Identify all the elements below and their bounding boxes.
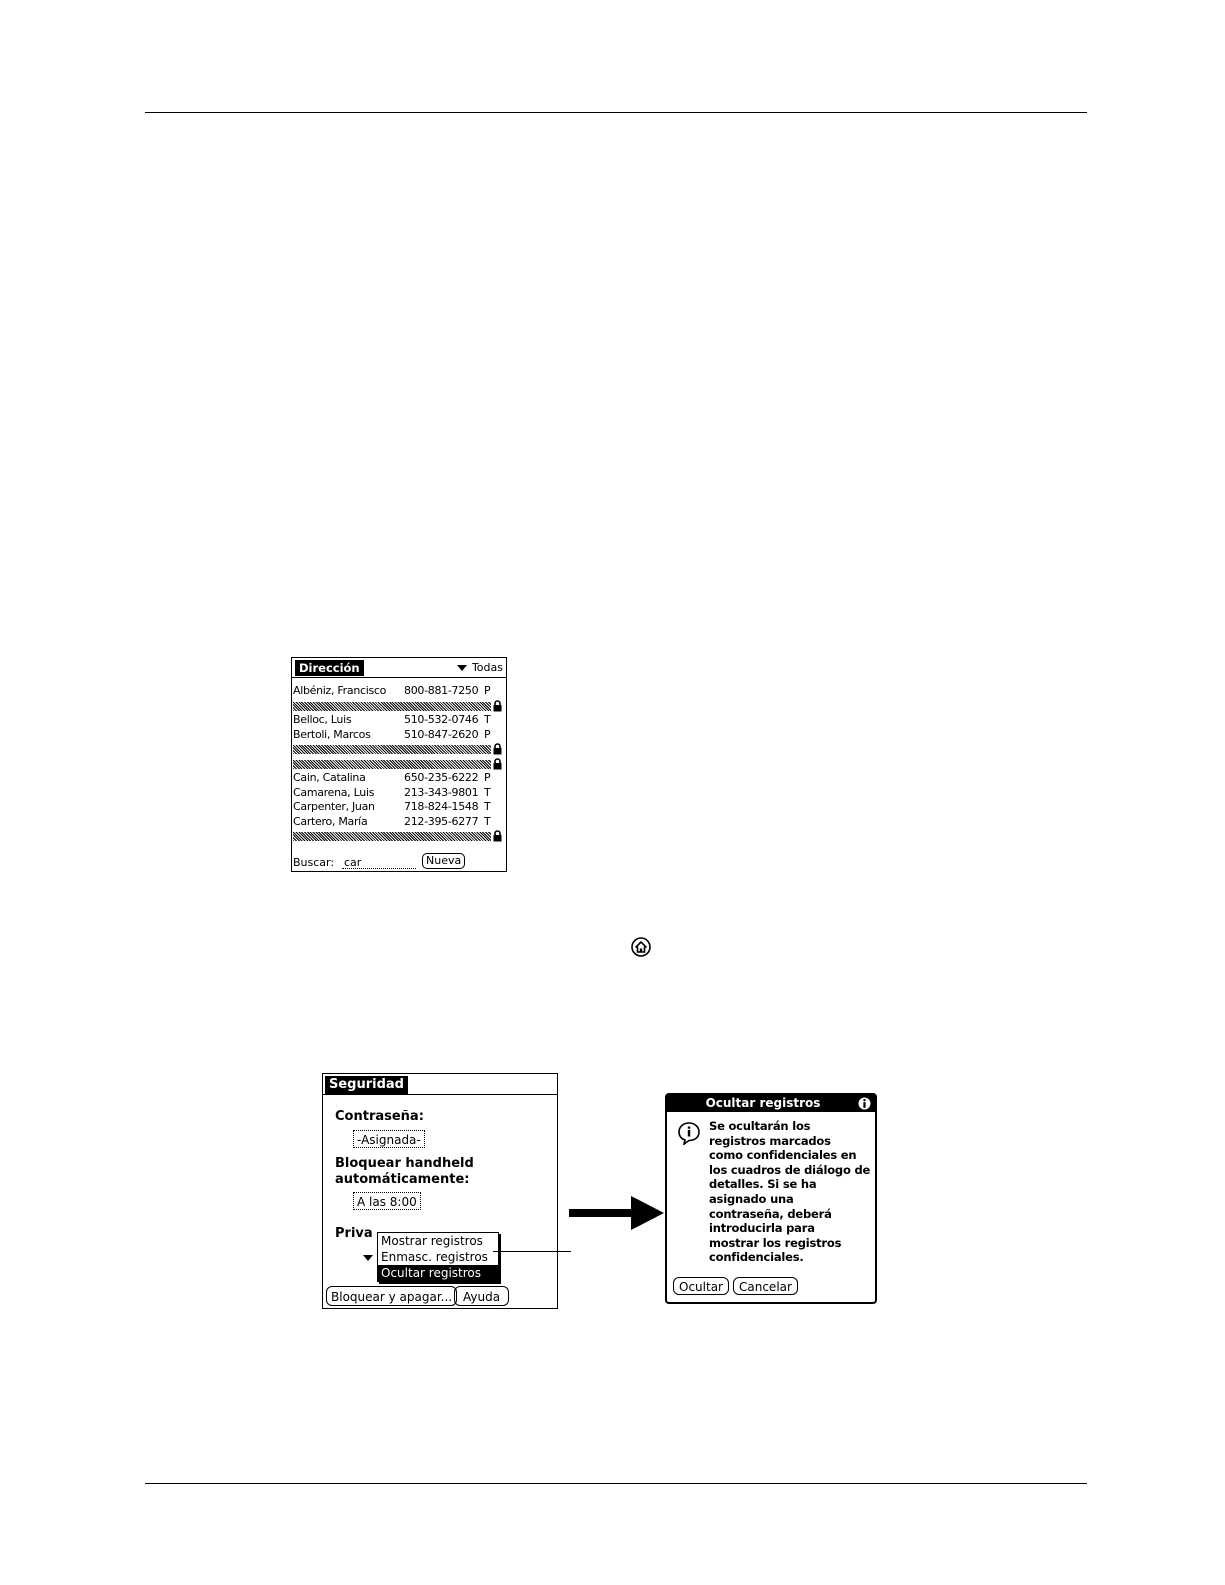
category-label: Todas xyxy=(471,661,503,674)
contact-phone: 212-395-6277 xyxy=(404,814,479,828)
hide-ok-button[interactable]: Ocultar xyxy=(673,1277,729,1295)
header-rule xyxy=(145,112,1087,113)
autolock-label-line2: automáticamente: xyxy=(335,1172,470,1187)
password-label: Contraseña: xyxy=(335,1109,424,1124)
dialog-titlebar xyxy=(667,1095,875,1112)
security-header xyxy=(323,1074,557,1095)
category-picker[interactable] xyxy=(457,660,503,676)
dialog-message-line: introducirla para xyxy=(709,1221,815,1236)
contact-phone: 213-343-9801 xyxy=(404,785,479,799)
find-label: Buscar: xyxy=(293,856,335,869)
find-input[interactable]: car xyxy=(342,856,416,869)
masked-record-row[interactable] xyxy=(293,757,505,772)
hide-records-dialog xyxy=(665,1093,877,1304)
footer-rule xyxy=(145,1483,1087,1484)
contact-phone: 718-824-1548 xyxy=(404,800,479,813)
dialog-message-line: asignado una xyxy=(709,1191,794,1206)
contact-name: Cartero, María xyxy=(293,814,368,828)
masked-record-bar xyxy=(293,832,491,841)
contact-phone-type: T xyxy=(484,785,491,799)
new-button[interactable]: Nueva xyxy=(422,853,465,869)
info-icon[interactable] xyxy=(858,1097,871,1110)
dialog-message-line: como confidenciales en xyxy=(709,1148,857,1163)
table-row[interactable] xyxy=(293,800,505,815)
lock-icon xyxy=(493,700,502,712)
contact-phone-type: T xyxy=(484,814,491,828)
callout-line xyxy=(493,1251,571,1252)
contact-phone-type: P xyxy=(484,684,491,697)
contact-name: Cain, Catalina xyxy=(293,771,366,784)
masked-record-row[interactable] xyxy=(293,699,505,714)
masked-record-bar xyxy=(293,745,491,754)
contact-name: Belloc, Luis xyxy=(293,713,352,726)
masked-record-bar xyxy=(293,760,491,769)
privacy-dropdown-triangle-icon[interactable] xyxy=(363,1255,373,1261)
contact-name: Bertoli, Marcos xyxy=(293,727,371,741)
contact-phone-type: T xyxy=(484,800,491,813)
contact-phone-type: T xyxy=(484,713,491,726)
masked-record-row[interactable] xyxy=(293,742,505,757)
table-row[interactable] xyxy=(293,684,505,699)
home-icon xyxy=(631,937,651,957)
right-arrow-icon xyxy=(569,1196,664,1230)
privacy-option-show[interactable]: Mostrar registros xyxy=(381,1234,483,1248)
lock-icon xyxy=(493,758,502,770)
contact-phone: 510-847-2620 xyxy=(404,727,479,741)
security-title: Seguridad xyxy=(325,1076,408,1094)
contact-phone-type: P xyxy=(484,727,491,741)
contact-name: Albéniz, Francisco xyxy=(293,684,387,697)
contact-name: Camarena, Luis xyxy=(293,785,375,799)
privacy-label: Priva xyxy=(335,1226,373,1241)
address-list-screen xyxy=(291,657,507,872)
privacy-popup-list xyxy=(377,1232,499,1282)
cancel-button[interactable]: Cancelar xyxy=(733,1277,798,1295)
table-row[interactable] xyxy=(293,728,505,743)
autolock-selector[interactable]: A las 8:00 xyxy=(353,1192,421,1210)
password-selector[interactable]: -Asignada- xyxy=(353,1130,425,1148)
table-row[interactable] xyxy=(293,771,505,786)
table-row[interactable] xyxy=(293,713,505,728)
dialog-message-line: registros marcados xyxy=(709,1133,831,1148)
table-row[interactable] xyxy=(293,815,505,830)
dialog-message-line: confidenciales. xyxy=(709,1250,804,1265)
info-bubble-icon xyxy=(677,1121,701,1145)
address-list-header xyxy=(292,658,506,678)
contact-phone: 800-881-7250 xyxy=(404,684,479,697)
address-list-title: Dirección xyxy=(295,660,364,676)
lock-icon xyxy=(493,743,502,755)
lock-icon xyxy=(493,830,502,842)
masked-record-row[interactable] xyxy=(293,829,505,844)
help-button[interactable]: Ayuda xyxy=(454,1286,509,1306)
dialog-message xyxy=(709,1119,873,1265)
contact-phone: 510-532-0746 xyxy=(404,713,479,726)
privacy-option-hide[interactable]: Ocultar registros xyxy=(378,1265,498,1281)
contact-phone: 650-235-6222 xyxy=(404,771,479,784)
lock-and-turn-off-button[interactable]: Bloquear y apagar... xyxy=(326,1286,457,1306)
security-screen xyxy=(322,1073,558,1309)
dialog-message-line: Se ocultarán los xyxy=(709,1119,811,1133)
dropdown-triangle-icon xyxy=(457,665,467,671)
masked-record-bar xyxy=(293,702,491,711)
autolock-label-line1: Bloquear handheld xyxy=(335,1156,474,1171)
dialog-title: Ocultar registros xyxy=(705,1096,821,1110)
dialog-message-line: mostrar los registros xyxy=(709,1235,842,1250)
contact-phone-type: P xyxy=(484,771,491,784)
address-list-rows xyxy=(293,684,505,844)
dialog-message-line: detalles. Si se ha xyxy=(709,1177,817,1192)
contact-name: Carpenter, Juan xyxy=(293,800,375,813)
table-row[interactable] xyxy=(293,786,505,801)
privacy-option-mask[interactable]: Enmasc. registros xyxy=(381,1250,488,1264)
dialog-message-line: los cuadros de diálogo de xyxy=(709,1162,871,1177)
address-list-footer xyxy=(293,854,505,872)
dialog-message-line: contraseña, deberá xyxy=(709,1206,832,1221)
